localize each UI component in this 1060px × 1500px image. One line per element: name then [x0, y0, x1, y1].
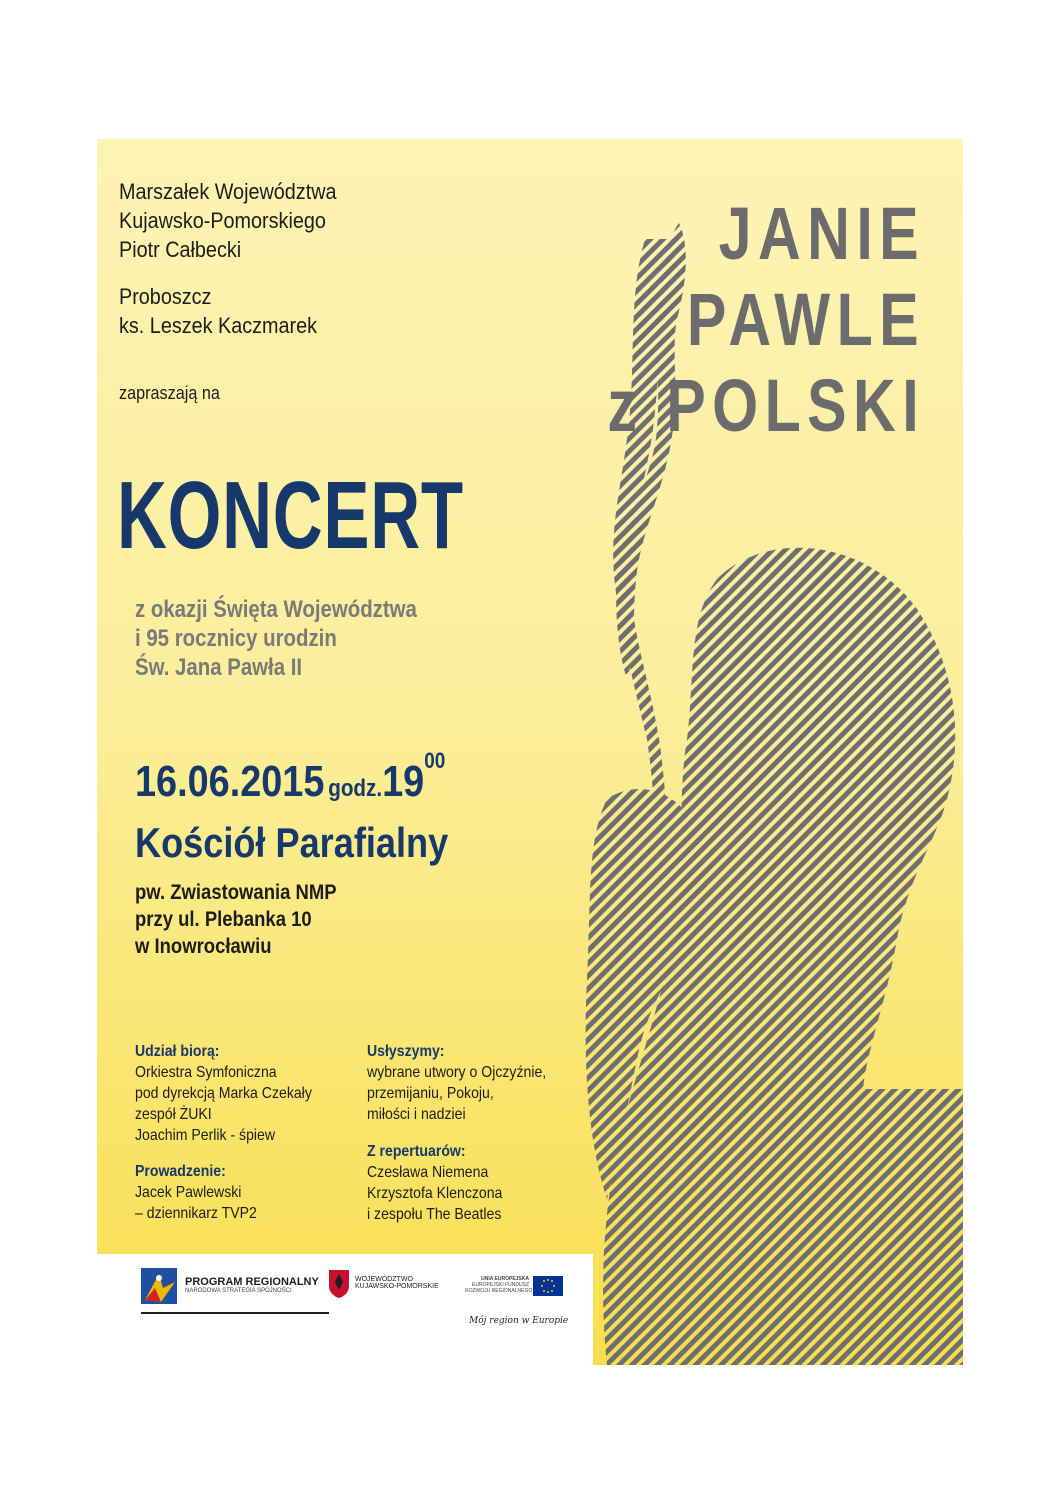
eu-line2: EUROPEJSKI FUNDUSZ [472, 1282, 529, 1288]
occasion-line: i 95 rocznicy urodzin [135, 625, 337, 652]
occasion-block [135, 595, 417, 682]
organizer-block [119, 177, 337, 264]
repertoire-block [367, 1141, 502, 1225]
participants-heading: Udział biorą: [135, 1043, 220, 1060]
eu-line3: ROZWOJU REGIONALNEGO [465, 1288, 533, 1294]
sponsor-logos [97, 1264, 593, 1364]
organizer-line: Marszałek Województwa [119, 179, 337, 204]
list-item: wybrane utwory o Ojczyźnie, [367, 1064, 547, 1081]
occasion-line: z okazji Święta Województwa [135, 596, 417, 623]
headline-line: JANIE [718, 192, 925, 275]
program-block [367, 1041, 546, 1125]
list-item: i zespołu The Beatles [367, 1206, 502, 1223]
repertoire-heading: Z repertuarów: [367, 1143, 466, 1160]
event-date [135, 747, 446, 807]
time-hour: 19 [382, 757, 425, 806]
address-line: przy ul. Plebanka 10 [135, 908, 312, 931]
concert-title: KONCERT [117, 462, 464, 569]
list-item: miłości i nadziei [367, 1106, 466, 1123]
time-prefix: godz. [328, 775, 383, 802]
list-item: zespół ŻUKI [135, 1106, 212, 1123]
participants-block [135, 1041, 312, 1146]
eu-flag-icon [533, 1276, 563, 1296]
region-line2: KUJAWSKO-POMORSKIE [355, 1283, 439, 1290]
invite-text: zapraszają na [119, 383, 220, 403]
time-minutes: 00 [424, 747, 446, 773]
list-item: pod dyrekcją Marka Czekały [135, 1085, 312, 1102]
occasion-line: Św. Jana Pawła II [135, 654, 303, 681]
slogan: Mój region w Europie [469, 1316, 569, 1326]
pastor-name: ks. Leszek Kaczmarek [119, 313, 318, 338]
poster-background [97, 139, 963, 1365]
region-line1: WOJEWÓDZTWO [355, 1276, 413, 1283]
pastor-title: Proboszcz [119, 284, 212, 309]
host-block [135, 1161, 257, 1224]
region-logo [329, 1270, 439, 1303]
list-item: Orkiestra Symfoniczna [135, 1064, 277, 1081]
nss-icon [141, 1268, 177, 1304]
organizer-line: Kujawsko-Pomorskiego [119, 208, 326, 233]
host-heading: Prowadzenie: [135, 1163, 226, 1180]
address-line: w Inowrocławiu [135, 935, 272, 958]
address-line: pw. Zwiastowania NMP [135, 881, 337, 904]
list-item: Jacek Pawlewski [135, 1184, 242, 1201]
list-item: Krzysztofa Klenczona [367, 1185, 503, 1202]
program-heading: Usłyszymy: [367, 1043, 445, 1060]
pastor-block [119, 282, 317, 340]
list-item: Czesława Niemena [367, 1164, 489, 1181]
venue-name: Kościół Parafialny [135, 819, 449, 866]
organizer-name: Piotr Całbecki [119, 237, 242, 262]
address-block [135, 879, 337, 960]
headline-line: z POLSKI [607, 364, 925, 447]
program-subtitle: NARODOWA STRATEGIA SPÓJNOŚCI [185, 1288, 292, 1294]
date-value: 16.06.2015 [135, 757, 325, 806]
list-item: – dziennikarz TVP2 [135, 1205, 257, 1222]
program-title: PROGRAM REGIONALNY [185, 1276, 319, 1288]
coat-of-arms-icon [329, 1270, 349, 1298]
list-item: przemijaniu, Pokoju, [367, 1085, 494, 1102]
program-regionalny-logo [141, 1268, 319, 1309]
divider [141, 1312, 329, 1314]
headline [607, 191, 925, 449]
list-item: Joachim Perlik - śpiew [135, 1127, 276, 1144]
headline-line: PAWLE [686, 278, 925, 361]
eu-line1: UNIA EUROPEJSKA [481, 1276, 529, 1282]
